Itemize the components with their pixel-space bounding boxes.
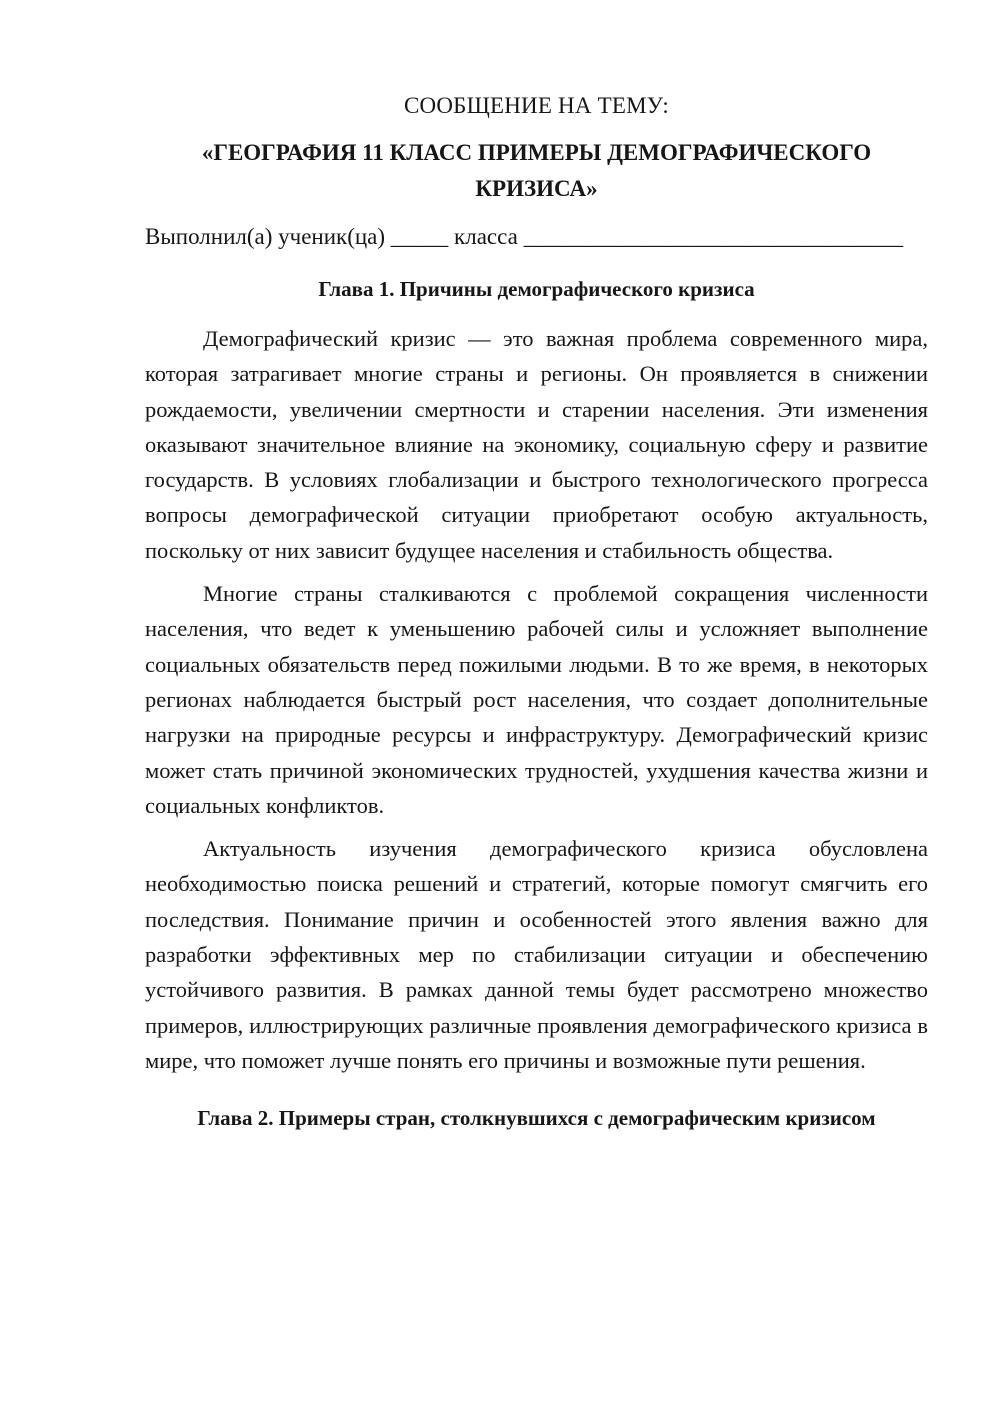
author-line: Выполнил(а) ученик(ца) _____ класса _________________________________ xyxy=(145,224,904,249)
chapter-1-paragraph: Демографический кризис — это важная проблема современного мира, которая затрагивает многие страны и регионы. Он проявляется в снижении рождаемости, увеличении смертности и старении населения. Эти изменения оказывают значительное влияние на экономику, социальную сферу и развитие государств. В условиях глобализации и быстрого технологического прогресса вопросы демографической ситуации приобретают особую актуальность, поскольку от них зависит будущее населения и стабильность общества. xyxy=(145,326,928,563)
document-page xyxy=(145,92,928,1150)
chapter-1-paragraph: Актуальность изучения демографического кризиса обусловлена необходимостью поиска решений и стратегий, которые помогут смягчить его последствия. Понимание причин и особенностей этого явления важно для разработки эффективных мер по стабилизации ситуации и обеспечению устойчивого развития. В рамках данной темы будет рассмотрено множество примеров, иллюстрирующих различные проявления демографического кризиса в мире, что поможет лучше понять его причины и возможные пути решения. xyxy=(145,836,928,1073)
subject-heading: СООБЩЕНИЕ НА ТЕМУ: xyxy=(404,93,669,118)
chapter-1-title: Глава 1. Причины демографического кризиса xyxy=(318,277,755,301)
chapter-1-paragraph: Многие страны сталкиваются с проблемой сокращения численности населения, что ведет к уменьшению рабочей силы и усложняет выполнение социальных обязательств перед пожилыми людьми. В то же время, в некоторых регионах наблюдается быстрый рост населения, что создает дополнительные нагрузки на природные ресурсы и инфраструктуру. Демографический кризис может стать причиной экономических трудностей, ухудшения качества жизни и социальных конфликтов. xyxy=(145,581,928,818)
chapter-2-title: Глава 2. Примеры стран, столкнувшихся с демографическим кризисом xyxy=(197,1106,876,1131)
document-title: «ГЕОГРАФИЯ 11 КЛАСС ПРИМЕРЫ ДЕМОГРАФИЧЕСКОГО КРИЗИСА» xyxy=(201,140,872,201)
